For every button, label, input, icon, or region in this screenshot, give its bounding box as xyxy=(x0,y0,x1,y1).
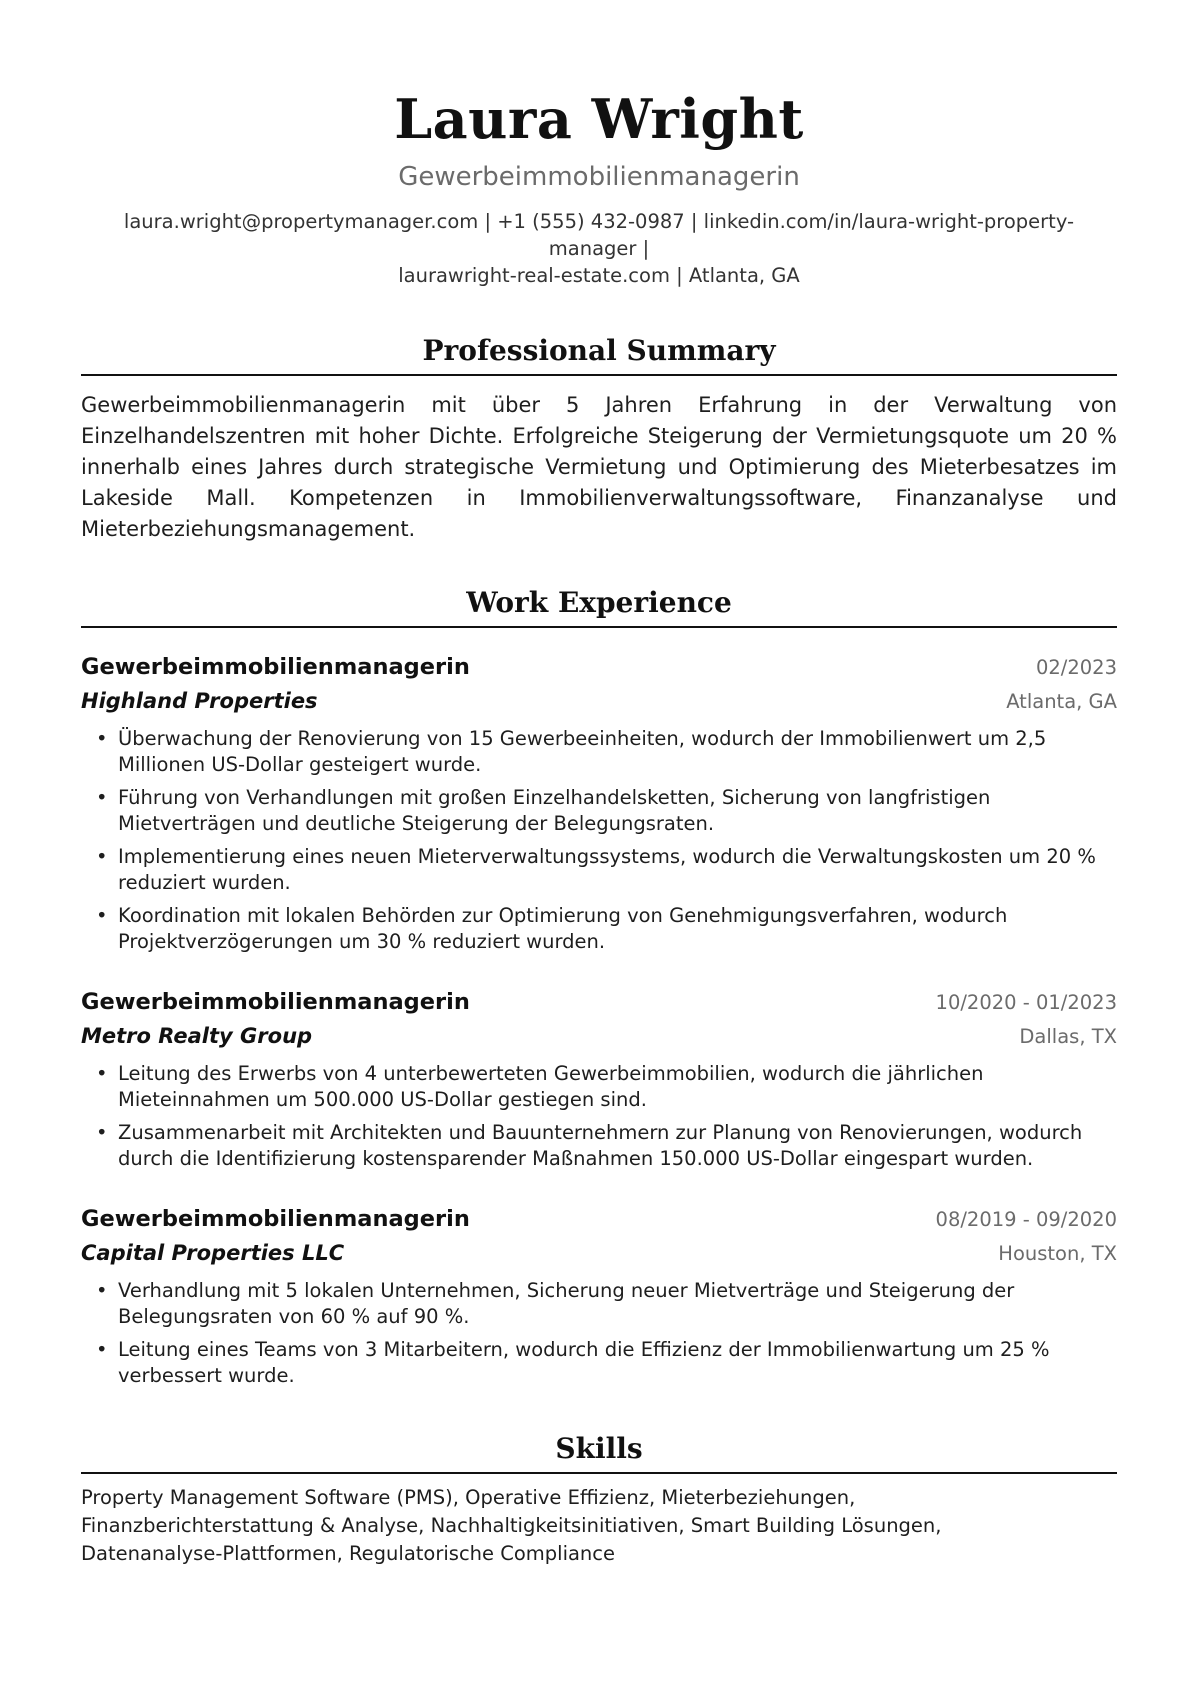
bullet-text: Koordination mit lokalen Behörden zur Optimierung von Genehmigungsverfahren, wodurch Projektverzögerungen um 30 % reduziert wurden. xyxy=(118,904,1008,953)
resume-page xyxy=(81,0,1117,1568)
list-item xyxy=(81,903,1117,955)
job-company-row xyxy=(81,1236,1117,1270)
candidate-title: Gewerbeimmobilienmanagerin xyxy=(398,162,800,192)
job-entry-3 xyxy=(81,1202,1117,1389)
work-experience-heading: Work Experience xyxy=(81,585,1117,628)
summary-text: Gewerbeimmobilienmanagerin mit über 5 Jahren Erfahrung in der Verwaltung von Einzelhandelszentren mit hoher Dichte. Erfolgreiche Steigerung der Vermietungsquote um 20 % innerhalb eines Jahres durch strategische Vermietung und Optimierung des Mieterbesatzes im Lakeside Mall. Kompetenzen in Immobilienverwaltungssoftware, Finanzanalyse und Mieterbeziehungsmanagement. xyxy=(81,393,1117,541)
bullet-dot-icon: • xyxy=(96,1121,108,1144)
list-item xyxy=(81,1278,1117,1330)
job-company: Capital Properties LLC xyxy=(81,1241,345,1265)
job-dates: 02/2023 xyxy=(1035,656,1117,679)
bullet-text: Leitung eines Teams von 3 Mitarbeitern, wodurch die Effizienz der Immobilienwartung um 25 % verbessert wurde. xyxy=(118,1338,1050,1387)
skills-text: Property Management Software (PMS), Operative Effizienz, Mieterbeziehungen, Finanzberichterstattung & Analyse, Nachhaltigkeitsinitiativen, Smart Building Lösungen, Datenanalyse-Plattformen, Regulatorische Compliance xyxy=(81,1486,942,1565)
bullet-text: Führung von Verhandlungen mit großen Einzelhandelsketten, Sicherung von langfristigen Mietverträgen und deutliche Steigerung der Belegungsraten. xyxy=(118,786,991,835)
contact-line-1: laura.wright@propertymanager.com | +1 (555) 432-0987 | linkedin.com/in/laura-wright-property-manager | xyxy=(123,210,1075,260)
job-header-row xyxy=(81,1202,1117,1236)
job-bullets xyxy=(81,1061,1117,1172)
bullet-text: Verhandlung mit 5 lokalen Unternehmen, Sicherung neuer Mietverträge und Steigerung der Belegungsraten von 60 % auf 90 %. xyxy=(118,1279,1015,1328)
job-company-row xyxy=(81,684,1117,718)
bullet-text: Leitung des Erwerbs von 4 unterbewerteten Gewerbeimmobilien, wodurch die jährlichen Mieteinnahmen um 500.000 US-Dollar gestiegen sind. xyxy=(118,1062,984,1111)
job-company: Highland Properties xyxy=(81,689,318,713)
contact-info xyxy=(81,208,1117,289)
job-header-row xyxy=(81,650,1117,684)
list-item xyxy=(81,1120,1117,1172)
bullet-dot-icon: • xyxy=(96,727,108,750)
job-role: Gewerbeimmobilienmanagerin xyxy=(81,654,470,680)
list-item xyxy=(81,1061,1117,1113)
list-item xyxy=(81,1337,1117,1389)
bullet-dot-icon: • xyxy=(96,1279,108,1302)
job-location: Dallas, TX xyxy=(1019,1025,1117,1048)
bullet-dot-icon: • xyxy=(96,904,108,927)
job-company-row xyxy=(81,1019,1117,1053)
job-dates: 10/2020 - 01/2023 xyxy=(935,991,1117,1014)
job-dates: 08/2019 - 09/2020 xyxy=(935,1208,1117,1231)
list-item xyxy=(81,726,1117,778)
job-role: Gewerbeimmobilienmanagerin xyxy=(81,989,470,1015)
job-entry-1 xyxy=(81,650,1117,955)
bullet-dot-icon: • xyxy=(96,1338,108,1361)
job-company: Metro Realty Group xyxy=(81,1024,313,1048)
job-bullets xyxy=(81,1278,1117,1389)
bullet-text: Überwachung der Renovierung von 15 Gewerbeeinheiten, wodurch der Immobilienwert um 2,5 Millionen US-Dollar gesteigert wurde. xyxy=(118,727,1047,776)
bullet-text: Zusammenarbeit mit Architekten und Bauunternehmern zur Planung von Renovierungen, wodurch durch die Identifizierung kostensparender Maßnahmen 150.000 US-Dollar eingespart wurden. xyxy=(118,1121,1083,1170)
bullet-dot-icon: • xyxy=(96,845,108,868)
bullet-dot-icon: • xyxy=(96,786,108,809)
contact-line-2: laurawright-real-estate.com | Atlanta, GA xyxy=(398,264,800,287)
job-bullets xyxy=(81,726,1117,955)
bullet-dot-icon: • xyxy=(96,1062,108,1085)
job-header-row xyxy=(81,985,1117,1019)
list-item xyxy=(81,785,1117,837)
list-item xyxy=(81,844,1117,896)
job-entry-2 xyxy=(81,985,1117,1172)
job-location: Houston, TX xyxy=(998,1242,1117,1265)
job-location: Atlanta, GA xyxy=(1006,690,1117,713)
skills-heading: Skills xyxy=(81,1431,1117,1474)
candidate-name: Laura Wright xyxy=(394,87,804,151)
summary-heading: Professional Summary xyxy=(81,333,1117,376)
bullet-text: Implementierung eines neuen Mieterverwaltungssystems, wodurch die Verwaltungskosten um 20 % reduziert wurden. xyxy=(118,845,1096,894)
job-role: Gewerbeimmobilienmanagerin xyxy=(81,1206,470,1232)
